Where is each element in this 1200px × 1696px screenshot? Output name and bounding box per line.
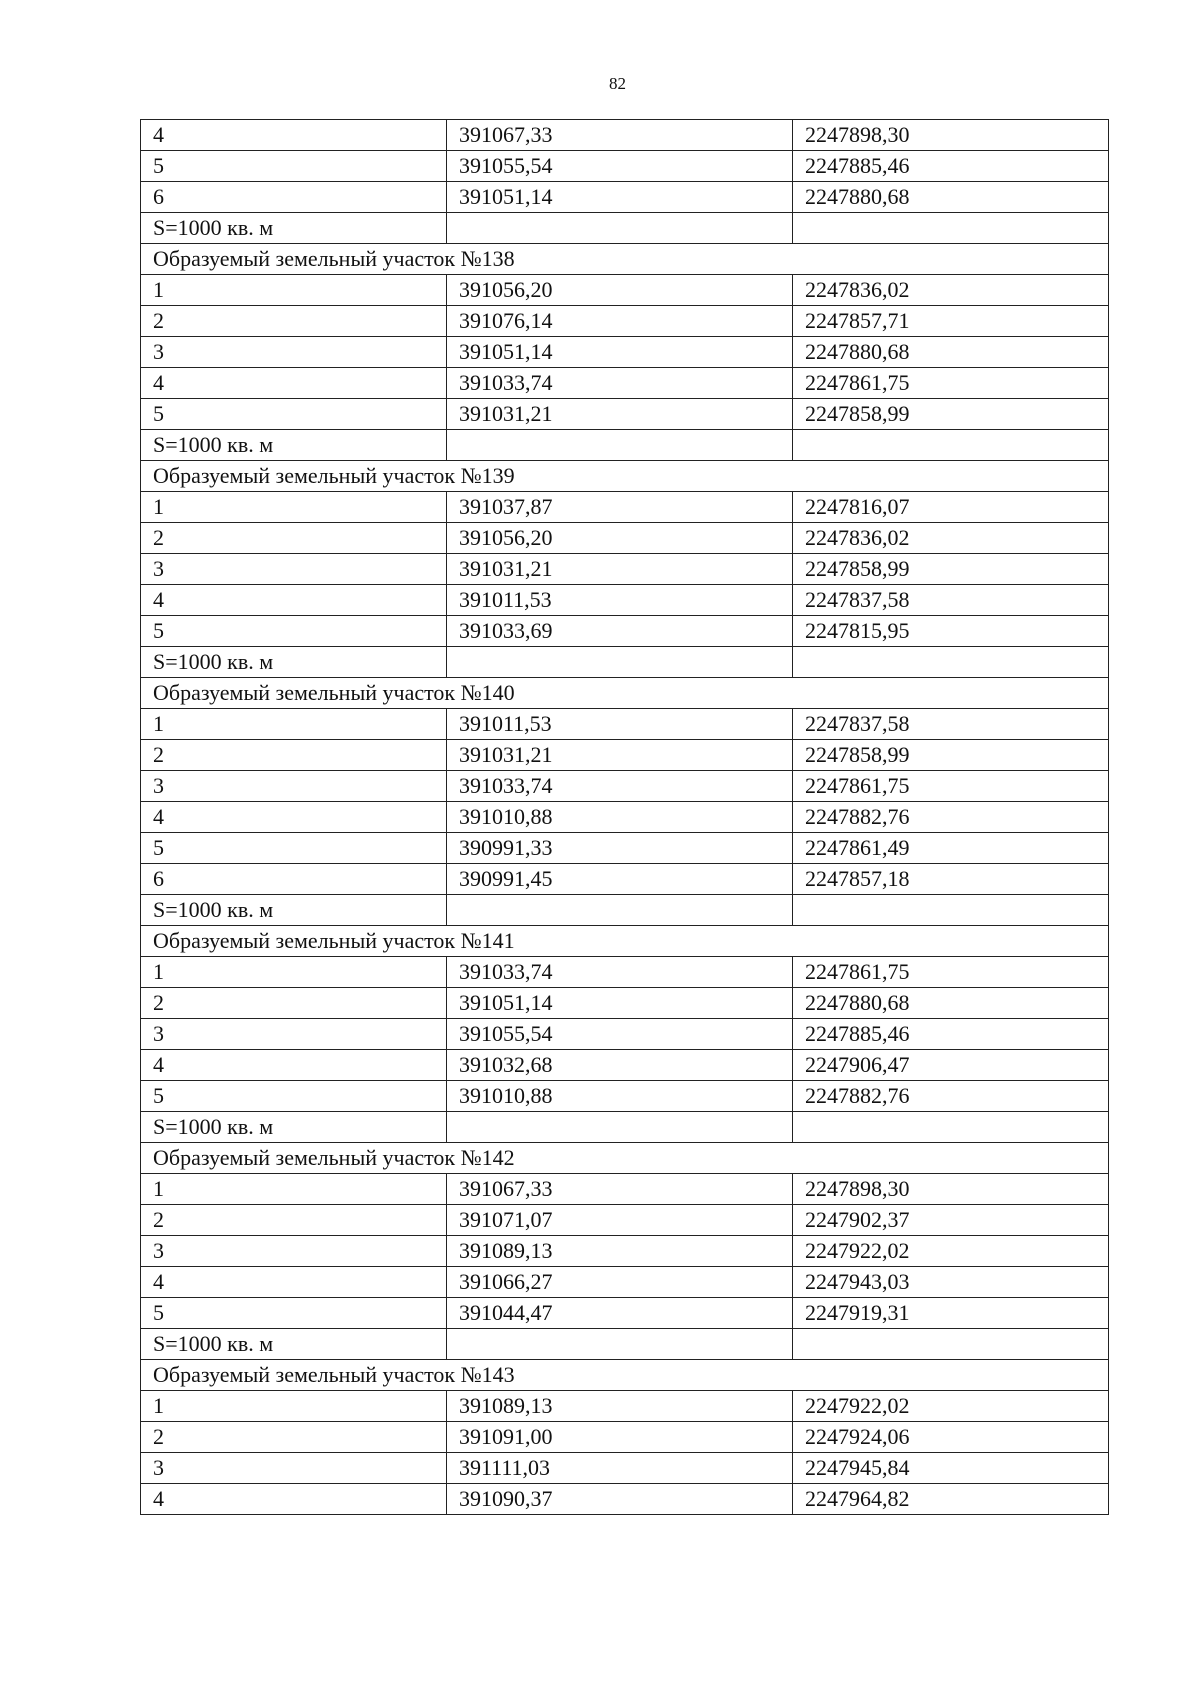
- x-coordinate: 391033,74: [447, 957, 793, 988]
- table-row: [141, 957, 1109, 988]
- y-coordinate: 2247964,82: [793, 1484, 1109, 1515]
- table-row: [141, 1267, 1109, 1298]
- x-coordinate: 390991,45: [447, 864, 793, 895]
- table-row: [141, 523, 1109, 554]
- y-coordinate: 2247919,31: [793, 1298, 1109, 1329]
- table-row: [141, 864, 1109, 895]
- point-number: 3: [141, 554, 447, 585]
- x-coordinate: 391032,68: [447, 1050, 793, 1081]
- y-coordinate: 2247945,84: [793, 1453, 1109, 1484]
- table-row: [141, 151, 1109, 182]
- y-coordinate: 2247861,75: [793, 368, 1109, 399]
- x-coordinate: 391051,14: [447, 988, 793, 1019]
- y-coordinate: 2247857,71: [793, 306, 1109, 337]
- point-number: 3: [141, 771, 447, 802]
- y-coordinate: 2247857,18: [793, 864, 1109, 895]
- y-coordinate: 2247902,37: [793, 1205, 1109, 1236]
- table-row: [141, 709, 1109, 740]
- table-row: [141, 337, 1109, 368]
- table-row: [141, 182, 1109, 213]
- point-number: 6: [141, 182, 447, 213]
- y-coordinate: 2247922,02: [793, 1391, 1109, 1422]
- empty-cell: [793, 213, 1109, 244]
- section-header-row: [141, 926, 1109, 957]
- y-coordinate: 2247861,49: [793, 833, 1109, 864]
- table-row: [141, 740, 1109, 771]
- y-coordinate: 2247836,02: [793, 523, 1109, 554]
- x-coordinate: 391067,33: [447, 120, 793, 151]
- y-coordinate: 2247858,99: [793, 554, 1109, 585]
- x-coordinate: 391091,00: [447, 1422, 793, 1453]
- point-number: 1: [141, 275, 447, 306]
- x-coordinate: 391056,20: [447, 523, 793, 554]
- table-row: [141, 1422, 1109, 1453]
- point-number: 1: [141, 492, 447, 523]
- y-coordinate: 2247861,75: [793, 957, 1109, 988]
- x-coordinate: 391051,14: [447, 182, 793, 213]
- y-coordinate: 2247882,76: [793, 1081, 1109, 1112]
- coordinates-table-body: [141, 120, 1109, 1515]
- section-title: Образуемый земельный участок №142: [141, 1143, 1109, 1174]
- y-coordinate: 2247815,95: [793, 616, 1109, 647]
- point-number: 1: [141, 1174, 447, 1205]
- x-coordinate: 391051,14: [447, 337, 793, 368]
- table-row: [141, 616, 1109, 647]
- y-coordinate: 2247906,47: [793, 1050, 1109, 1081]
- area-value: S=1000 кв. м: [141, 430, 447, 461]
- y-coordinate: 2247880,68: [793, 182, 1109, 213]
- x-coordinate: 391031,21: [447, 554, 793, 585]
- empty-cell: [447, 895, 793, 926]
- empty-cell: [447, 1112, 793, 1143]
- point-number: 5: [141, 151, 447, 182]
- table-row: [141, 368, 1109, 399]
- y-coordinate: 2247885,46: [793, 1019, 1109, 1050]
- point-number: 2: [141, 1422, 447, 1453]
- point-number: 2: [141, 1205, 447, 1236]
- table-row: [141, 1081, 1109, 1112]
- y-coordinate: 2247880,68: [793, 337, 1109, 368]
- y-coordinate: 2247837,58: [793, 709, 1109, 740]
- y-coordinate: 2247836,02: [793, 275, 1109, 306]
- table-row: [141, 1391, 1109, 1422]
- point-number: 4: [141, 1050, 447, 1081]
- table-row: [141, 1236, 1109, 1267]
- y-coordinate: 2247837,58: [793, 585, 1109, 616]
- table-row: [141, 771, 1109, 802]
- point-number: 4: [141, 1484, 447, 1515]
- section-header-row: [141, 461, 1109, 492]
- table-row: [141, 399, 1109, 430]
- section-title: Образуемый земельный участок №143: [141, 1360, 1109, 1391]
- table-row: [141, 1205, 1109, 1236]
- point-number: 1: [141, 1391, 447, 1422]
- empty-cell: [793, 647, 1109, 678]
- section-title: Образуемый земельный участок №138: [141, 244, 1109, 275]
- coordinates-table: [140, 119, 1109, 1515]
- area-row: [141, 213, 1109, 244]
- point-number: 4: [141, 1267, 447, 1298]
- x-coordinate: 391055,54: [447, 1019, 793, 1050]
- section-title: Образуемый земельный участок №139: [141, 461, 1109, 492]
- point-number: 3: [141, 1019, 447, 1050]
- table-row: [141, 1298, 1109, 1329]
- x-coordinate: 391066,27: [447, 1267, 793, 1298]
- point-number: 3: [141, 1236, 447, 1267]
- area-row: [141, 1112, 1109, 1143]
- x-coordinate: 391044,47: [447, 1298, 793, 1329]
- x-coordinate: 391111,03: [447, 1453, 793, 1484]
- point-number: 5: [141, 616, 447, 647]
- y-coordinate: 2247885,46: [793, 151, 1109, 182]
- x-coordinate: 391076,14: [447, 306, 793, 337]
- table-row: [141, 1019, 1109, 1050]
- point-number: 2: [141, 740, 447, 771]
- point-number: 4: [141, 585, 447, 616]
- section-title: Образуемый земельный участок №140: [141, 678, 1109, 709]
- area-row: [141, 1329, 1109, 1360]
- page-number: 82: [609, 74, 626, 93]
- point-number: 2: [141, 523, 447, 554]
- x-coordinate: 391089,13: [447, 1236, 793, 1267]
- x-coordinate: 391055,54: [447, 151, 793, 182]
- table-row: [141, 585, 1109, 616]
- area-row: [141, 895, 1109, 926]
- table-row: [141, 1174, 1109, 1205]
- table-row: [141, 802, 1109, 833]
- y-coordinate: 2247816,07: [793, 492, 1109, 523]
- y-coordinate: 2247924,06: [793, 1422, 1109, 1453]
- section-header-row: [141, 678, 1109, 709]
- point-number: 3: [141, 1453, 447, 1484]
- empty-cell: [793, 895, 1109, 926]
- x-coordinate: 391067,33: [447, 1174, 793, 1205]
- point-number: 5: [141, 399, 447, 430]
- x-coordinate: 391037,87: [447, 492, 793, 523]
- x-coordinate: 391010,88: [447, 1081, 793, 1112]
- x-coordinate: 391011,53: [447, 585, 793, 616]
- y-coordinate: 2247880,68: [793, 988, 1109, 1019]
- empty-cell: [793, 430, 1109, 461]
- y-coordinate: 2247858,99: [793, 399, 1109, 430]
- x-coordinate: 390991,33: [447, 833, 793, 864]
- point-number: 5: [141, 1298, 447, 1329]
- x-coordinate: 391010,88: [447, 802, 793, 833]
- empty-cell: [447, 213, 793, 244]
- section-header-row: [141, 244, 1109, 275]
- x-coordinate: 391033,74: [447, 368, 793, 399]
- point-number: 4: [141, 368, 447, 399]
- empty-cell: [793, 1329, 1109, 1360]
- point-number: 2: [141, 306, 447, 337]
- table-row: [141, 306, 1109, 337]
- empty-cell: [793, 1112, 1109, 1143]
- y-coordinate: 2247882,76: [793, 802, 1109, 833]
- y-coordinate: 2247898,30: [793, 120, 1109, 151]
- point-number: 3: [141, 337, 447, 368]
- point-number: 4: [141, 802, 447, 833]
- x-coordinate: 391033,74: [447, 771, 793, 802]
- section-header-row: [141, 1360, 1109, 1391]
- point-number: 1: [141, 957, 447, 988]
- area-value: S=1000 кв. м: [141, 895, 447, 926]
- table-row: [141, 554, 1109, 585]
- x-coordinate: 391031,21: [447, 740, 793, 771]
- area-value: S=1000 кв. м: [141, 647, 447, 678]
- table-row: [141, 492, 1109, 523]
- table-row: [141, 833, 1109, 864]
- y-coordinate: 2247898,30: [793, 1174, 1109, 1205]
- x-coordinate: 391089,13: [447, 1391, 793, 1422]
- y-coordinate: 2247943,03: [793, 1267, 1109, 1298]
- empty-cell: [447, 430, 793, 461]
- y-coordinate: 2247861,75: [793, 771, 1109, 802]
- area-row: [141, 430, 1109, 461]
- point-number: 4: [141, 120, 447, 151]
- y-coordinate: 2247922,02: [793, 1236, 1109, 1267]
- table-row: [141, 1453, 1109, 1484]
- x-coordinate: 391090,37: [447, 1484, 793, 1515]
- x-coordinate: 391011,53: [447, 709, 793, 740]
- table-row: [141, 275, 1109, 306]
- point-number: 1: [141, 709, 447, 740]
- x-coordinate: 391056,20: [447, 275, 793, 306]
- section-title: Образуемый земельный участок №141: [141, 926, 1109, 957]
- empty-cell: [447, 647, 793, 678]
- x-coordinate: 391071,07: [447, 1205, 793, 1236]
- point-number: 2: [141, 988, 447, 1019]
- table-row: [141, 1050, 1109, 1081]
- table-row: [141, 120, 1109, 151]
- y-coordinate: 2247858,99: [793, 740, 1109, 771]
- table-row: [141, 988, 1109, 1019]
- area-value: S=1000 кв. м: [141, 1112, 447, 1143]
- section-header-row: [141, 1143, 1109, 1174]
- area-value: S=1000 кв. м: [141, 1329, 447, 1360]
- empty-cell: [447, 1329, 793, 1360]
- x-coordinate: 391031,21: [447, 399, 793, 430]
- point-number: 5: [141, 833, 447, 864]
- table-row: [141, 1484, 1109, 1515]
- area-row: [141, 647, 1109, 678]
- point-number: 5: [141, 1081, 447, 1112]
- point-number: 6: [141, 864, 447, 895]
- area-value: S=1000 кв. м: [141, 213, 447, 244]
- x-coordinate: 391033,69: [447, 616, 793, 647]
